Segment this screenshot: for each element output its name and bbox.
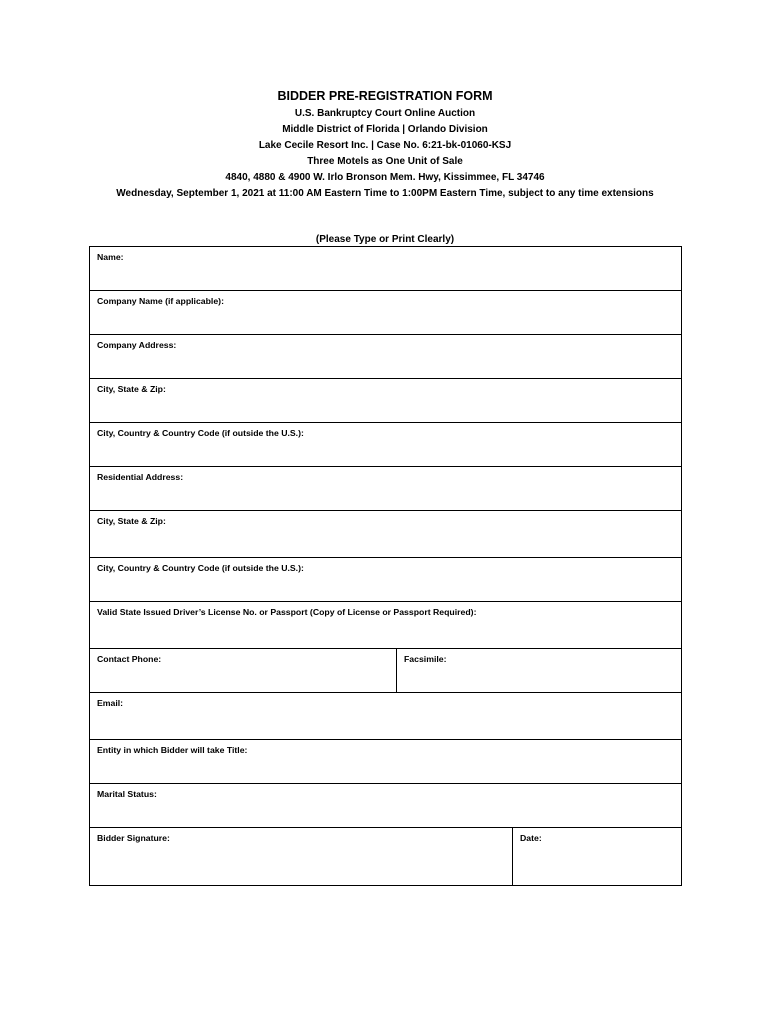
- company-address-row: [90, 335, 682, 379]
- print-instruction: (Please Type or Print Clearly): [315, 234, 455, 245]
- form-title: BIDDER PRE-REGISTRATION FORM: [277, 89, 493, 103]
- contact-phone-field[interactable]: [90, 649, 397, 693]
- residential-city-country-row: [90, 558, 682, 602]
- residential-city-country-field[interactable]: [90, 558, 682, 602]
- name-field[interactable]: [90, 247, 682, 291]
- name-row: [90, 247, 682, 291]
- entity-title-row: [90, 740, 682, 784]
- case-line: Lake Cecile Resort Inc. | Case No. 6:21-bk-01060-KSJ: [258, 140, 512, 151]
- date-label: Date:: [520, 833, 542, 843]
- residential-address-row: [90, 467, 682, 511]
- email-row: [90, 693, 682, 740]
- district-line: Middle District of Florida | Orlando Division: [282, 124, 488, 135]
- company-address-label: Company Address:: [97, 340, 177, 350]
- license-passport-row: [90, 602, 682, 649]
- marital-status-row: [90, 784, 682, 828]
- residential-city-state-zip-row: [90, 511, 682, 558]
- entity-title-field[interactable]: [90, 740, 682, 784]
- date-field[interactable]: [513, 828, 682, 886]
- license-passport-label: Valid State Issued Driver’s License No. or Passport (Copy of License or Passport Required):: [97, 607, 477, 617]
- company-city-state-zip-field[interactable]: [90, 379, 682, 423]
- company-name-row: [90, 291, 682, 335]
- email-label: Email:: [97, 698, 124, 708]
- bidder-signature-field[interactable]: [90, 828, 513, 886]
- residential-city-state-zip-label: City, State & Zip:: [97, 516, 166, 526]
- registration-table: [89, 246, 682, 886]
- email-field[interactable]: [90, 693, 682, 740]
- license-passport-field[interactable]: [90, 602, 682, 649]
- marital-status-field[interactable]: [90, 784, 682, 828]
- contact-phone-label: Contact Phone:: [97, 654, 162, 664]
- company-city-state-zip-row: [90, 379, 682, 423]
- signature-date-row: [90, 828, 682, 886]
- bidder-signature-label: Bidder Signature:: [97, 833, 170, 843]
- property-address-line: 4840, 4880 & 4900 W. Irlo Bronson Mem. Hwy, Kissimmee, FL 34746: [225, 172, 545, 183]
- auction-date-line: Wednesday, September 1, 2021 at 11:00 AM Eastern Time to 1:00PM Eastern Time, subject to any time extensions: [116, 188, 654, 199]
- company-name-label: Company Name (if applicable):: [97, 296, 224, 306]
- facsimile-field[interactable]: [397, 649, 682, 693]
- residential-city-state-zip-field[interactable]: [90, 511, 682, 558]
- company-city-country-label: City, Country & Country Code (if outside the U.S.):: [97, 428, 304, 438]
- facsimile-label: Facsimile:: [404, 654, 447, 664]
- company-name-field[interactable]: [90, 291, 682, 335]
- form-header: [0, 86, 770, 202]
- marital-status-label: Marital Status:: [97, 789, 157, 799]
- name-label: Name:: [97, 252, 124, 262]
- company-city-country-field[interactable]: [90, 423, 682, 467]
- court-line: U.S. Bankruptcy Court Online Auction: [294, 108, 476, 119]
- company-city-country-row: [90, 423, 682, 467]
- company-address-field[interactable]: [90, 335, 682, 379]
- residential-city-country-label: City, Country & Country Code (if outside the U.S.):: [97, 563, 304, 573]
- residential-address-field[interactable]: [90, 467, 682, 511]
- company-city-state-zip-label: City, State & Zip:: [97, 384, 166, 394]
- entity-title-label: Entity in which Bidder will take Title:: [97, 745, 248, 755]
- sale-unit-line: Three Motels as One Unit of Sale: [307, 156, 463, 167]
- residential-address-label: Residential Address:: [97, 472, 184, 482]
- phone-fax-row: [90, 649, 682, 693]
